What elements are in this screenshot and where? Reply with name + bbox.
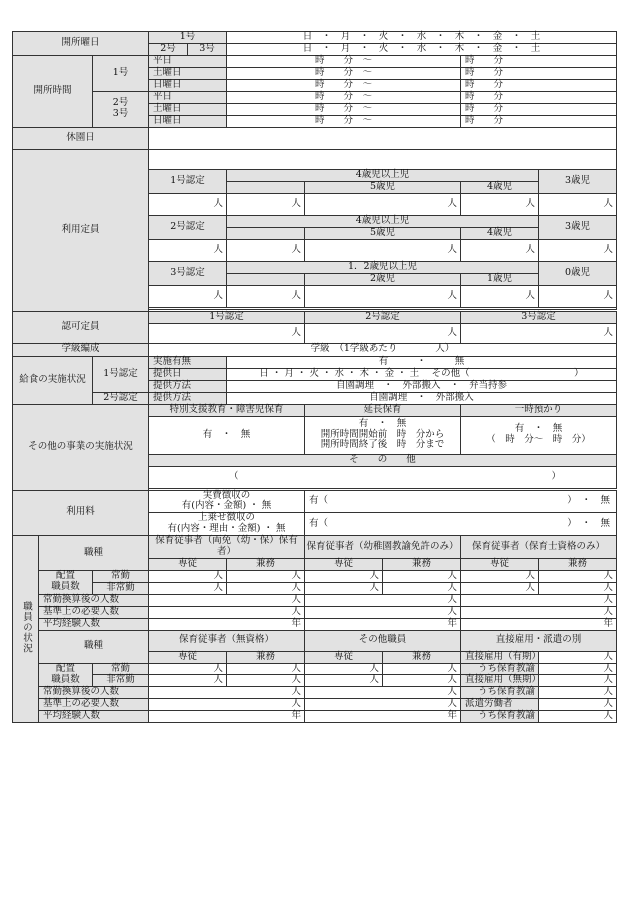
staff-placement-a: 配置 [55,663,75,675]
open-days-values1: 日 ・ 月 ・ 火 ・ 水 ・ 木 ・ 金 ・ 土 [227,32,617,44]
holiday-label: 休園日 [13,127,149,149]
capacity-group-spacer [227,181,305,193]
open-time-end: 時 分 [461,115,617,127]
capacity-value: 人 [461,285,539,307]
staff-part: 兼務 [227,651,305,663]
meals-value: 自園調理 ・ 外部搬入 ・ 弁当持参 [227,380,617,392]
staff-cell: 人 [461,570,539,582]
meals-key: 実施有無 [149,356,227,368]
staff-cell: 人 [461,594,617,606]
capacity-value: 人 [149,239,227,261]
other-v3a: 有 ・ 無 [514,423,563,435]
open-time-start: 時 分 ～ [227,103,461,115]
staff-cell: 人 [305,606,461,618]
staff-cell: 人 [227,570,305,582]
capacity-col2: 1歳児 [461,273,539,285]
staff-cell: 人 [539,582,617,594]
staff-nonregular: 非常勤 [93,675,149,687]
capacity-type: 3号認定 [149,261,227,285]
staff-cell: 人 [305,570,383,582]
staff-direct-label: 直接雇用（有期） [461,651,539,663]
open-time-label: 開所時間 [13,56,93,128]
fees-close: ） ・ 無 [567,517,611,529]
capacity-col1: 5歳児 [305,227,461,239]
approved-col: 2号認定 [305,311,461,323]
staff-cell: 年 [305,618,461,630]
staff-cell: 人 [227,675,305,687]
capacity-group-spacer [227,227,305,239]
staff-cell: 人 [461,606,617,618]
open-days-values2: 日 ・ 月 ・ 火 ・ 水 ・ 木 ・ 金 ・ 土 [227,44,617,56]
staff-full: 専従 [305,651,383,663]
capacity-value: 人 [305,285,461,307]
capacity-value: 人 [539,193,617,215]
meals-key: 提供方法 [149,392,227,404]
staff-cell: 年 [461,618,617,630]
open-days-label: 開所曜日 [13,32,149,56]
staff-cell: 人 [539,699,617,711]
staff-job-label: 職種 [39,536,149,571]
staff-row-label: 基準上の必要人数 [39,606,149,618]
capacity-type: 2号認定 [149,215,227,239]
fees-r2a: 上乗せ徴収の [198,512,256,524]
staff-direct-label: 直接雇用（無期） [461,675,539,687]
other-label: その他の事業の実施状況 [13,404,149,490]
fees-label: 利用料 [13,490,149,536]
other-v2a: 有 ・ 無 [358,417,407,429]
staff-cell: 人 [305,594,461,606]
meals-type2: 2号認定 [93,392,149,404]
capacity-value: 人 [227,239,305,261]
meals-value: 自園調理 ・ 外部搬入 [227,392,617,404]
approved-col: 1号認定 [149,311,305,323]
staff-regular: 常勤 [93,570,149,582]
meals-key: 提供方法 [149,380,227,392]
meals-type1: 1号認定 [93,356,149,392]
capacity-value: 人 [461,193,539,215]
other-other-head: そ の 他 [149,454,617,466]
staff-group: 保育従事者（両免（幼・保）保有者） [149,536,305,559]
fees-r1a: 実費徴収の [202,489,251,501]
open-time-end: 時 分 [461,56,617,68]
open-time-group2 [93,91,149,127]
staff-cell: 年 [149,618,305,630]
staff-cell: 人 [305,675,383,687]
capacity-group: 4歳児以上児 [227,169,539,181]
approved-value: 人 [149,323,305,343]
other-h3: 一時預かり [461,404,617,416]
staff-cell: 人 [539,663,617,675]
staff-side-label [13,536,39,723]
fees-open: 有（ [309,494,329,506]
capacity-value: 人 [227,193,305,215]
holiday-value [149,127,617,149]
other-v2c: 開所時間終了後 時 分まで [320,439,445,451]
staff-placement-b: 職員数 [51,673,80,685]
other-paren-left: （ [229,470,239,482]
staff-cell: 人 [149,675,227,687]
facility-form [12,31,616,723]
approved-col: 3号認定 [461,311,617,323]
staff-placement-a: 配置 [55,570,75,582]
staff-cell: 人 [539,675,617,687]
staff-regular: 常勤 [93,663,149,675]
staff-cell: 人 [305,663,383,675]
open-time-end: 時 分 [461,79,617,91]
open-time-end: 時 分 [461,91,617,103]
fees-r2b: 有(内容・理由・金額) ・ 無 [167,523,286,535]
staff-cell: 人 [383,663,461,675]
open-time-group2a: 2号 [112,97,129,109]
staff-row-label: 平均経験人数 [39,711,149,723]
other-paren-right: ） [551,470,562,482]
staff-cell: 人 [461,582,539,594]
staff-cell: 人 [383,582,461,594]
meals-key: 提供日 [149,368,227,380]
open-time-start: 時 分 ～ [227,56,461,68]
staff-cell: 人 [305,582,383,594]
staff-group: 保育従事者（保育士資格のみ） [461,536,617,559]
staff-group: 直接雇用・派遣の別 [461,630,617,651]
staff-cell: 人 [149,582,227,594]
capacity-value: 人 [539,239,617,261]
other-v3b: （ 時 分～ 時 分） [486,434,591,446]
capacity-col2: 4歳児 [461,227,539,239]
staff-row-label: 常勤換算後の人数 [39,687,149,699]
open-time-group2b: 3号 [112,108,129,120]
staff-direct-label: うち保育教諭 [461,687,539,699]
staff-job-label: 職種 [39,630,149,663]
approved-value: 人 [461,323,617,343]
open-time-start: 時 分 ～ [227,91,461,103]
staff-side-text: 職員の状況 [20,600,32,654]
other-h1: 特別支援教育・障害児保育 [149,404,305,416]
capacity-col3: 3歳児 [539,169,617,193]
staff-cell: 人 [149,594,305,606]
class-value: 学級 （1学級あたり 人） [149,343,617,356]
staff-cell: 人 [383,675,461,687]
staff-cell: 年 [149,711,305,723]
staff-part: 兼務 [539,559,617,571]
capacity-group-spacer [227,273,305,285]
open-time-end: 時 分 [461,103,617,115]
fees-r1-value [305,490,617,513]
staff-cell: 人 [305,687,461,699]
staff-direct-label: うち保育教諭 [461,711,539,723]
staff-row-label: 基準上の必要人数 [39,699,149,711]
staff-full: 専従 [149,651,227,663]
open-days-type2b: 3号 [188,44,227,55]
open-time-start: 時 分 ～ [227,67,461,79]
capacity-group: 1．2歳児以上児 [227,261,539,273]
staff-part: 兼務 [227,559,305,571]
staff-cell: 人 [149,663,227,675]
open-time-day: 土曜日 [149,103,227,115]
staff-cell: 人 [539,711,617,723]
staff-cell: 人 [149,570,227,582]
staff-placement [39,570,93,594]
other-v2b: 開所時間開始前 時 分から [320,428,445,440]
staff-group: 保育従事者（無資格） [149,630,305,651]
open-time-day: 平日 [149,91,227,103]
staff-full: 専従 [461,559,539,571]
other-v3 [461,416,617,454]
meals-label: 給食の実施状況 [13,356,93,404]
open-time-end: 時 分 [461,67,617,79]
open-days-type1: 1号 [149,32,227,44]
capacity-col3: 3歳児 [539,215,617,239]
capacity-value: 人 [149,285,227,307]
approved-value: 人 [305,323,461,343]
capacity-value: 人 [305,193,461,215]
staff-cell: 年 [305,711,461,723]
fees-r2 [149,513,305,536]
open-time-day: 日曜日 [149,115,227,127]
staff-nonregular: 非常勤 [93,582,149,594]
staff-part: 兼務 [383,559,461,571]
open-time-day: 日曜日 [149,79,227,91]
meals-value: 日 ・ 月 ・ 火 ・ 水 ・ 木 ・ 金 ・ 土 その他（ ） [227,368,617,380]
other-h2: 延長保育 [305,404,461,416]
open-time-day: 平日 [149,56,227,68]
form-table [12,31,617,723]
capacity-value: 人 [305,239,461,261]
staff-cell: 人 [305,699,461,711]
staff-cell: 人 [149,606,305,618]
open-time-group1: 1号 [93,56,149,92]
other-v1: 有 ・ 無 [149,416,305,454]
capacity-col2: 4歳児 [461,181,539,193]
staff-cell: 人 [227,663,305,675]
capacity-type: 1号認定 [149,169,227,193]
staff-direct-label: 派遣労働者 [461,699,539,711]
staff-group: 保育従事者（幼稚園教諭免許のみ） [305,536,461,559]
capacity-spacer [149,149,617,169]
staff-full: 専従 [305,559,383,571]
fees-open: 有（ [309,517,329,529]
staff-cell: 人 [227,582,305,594]
staff-cell: 人 [149,699,305,711]
staff-cell: 人 [539,687,617,699]
open-time-day: 土曜日 [149,67,227,79]
meals-value: 有 ・ 無 [227,356,617,368]
other-v2 [305,416,461,454]
approved-label: 認可定員 [13,311,149,343]
staff-direct-label: うち保育教諭 [461,663,539,675]
capacity-label: 利用定員 [13,149,149,311]
staff-cell: 人 [539,651,617,663]
fees-r1 [149,490,305,513]
open-time-start: 時 分 ～ [227,115,461,127]
staff-cell: 人 [149,687,305,699]
fees-r1b: 有(内容・金額) ・ 無 [181,500,272,512]
fees-close: ） ・ 無 [567,494,611,506]
staff-part: 兼務 [383,651,461,663]
staff-cell: 人 [539,570,617,582]
staff-row-label: 常勤換算後の人数 [39,594,149,606]
capacity-value: 人 [461,239,539,261]
capacity-value: 人 [227,285,305,307]
capacity-col1: 5歳児 [305,181,461,193]
staff-group: その他職員 [305,630,461,651]
staff-cell: 人 [383,570,461,582]
other-other-value [149,466,617,488]
staff-placement-b: 職員数 [51,581,80,593]
capacity-value: 人 [539,285,617,307]
capacity-group: 4歳児以上児 [227,215,539,227]
staff-row-label: 平均経験人数 [39,618,149,630]
staff-full: 専従 [149,559,227,571]
capacity-col3: 0歳児 [539,261,617,285]
class-label: 学級編成 [13,343,149,356]
capacity-col1: 2歳児 [305,273,461,285]
open-days-type2a: 2号 [149,44,188,55]
fees-r2-value [305,513,617,536]
staff-placement [39,663,93,687]
capacity-value: 人 [149,193,227,215]
open-time-start: 時 分 ～ [227,79,461,91]
